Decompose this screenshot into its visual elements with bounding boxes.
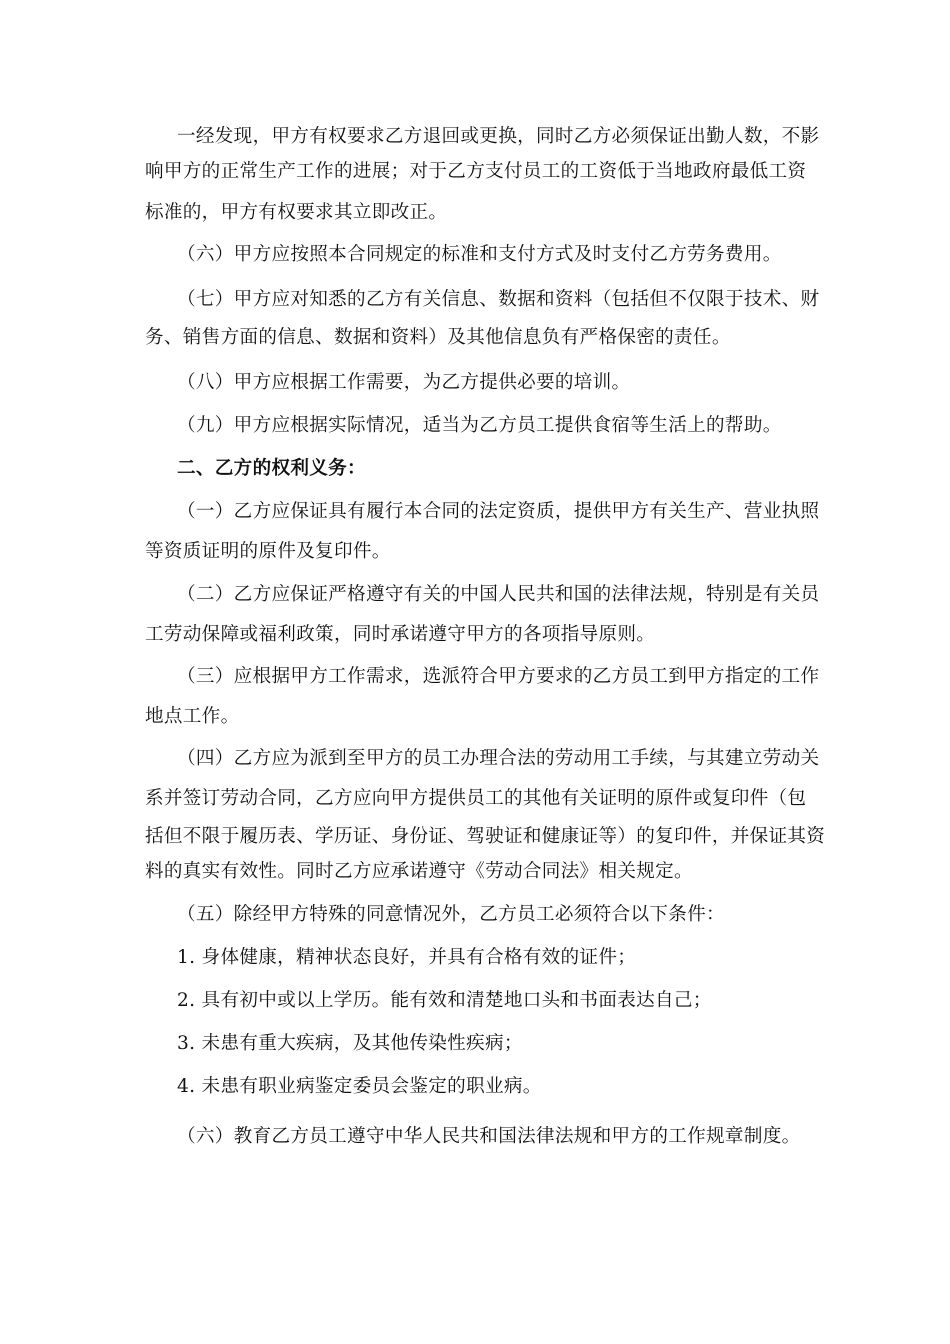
paragraph-line: （二）乙方应保证严格遵守有关的中国人民共和国的法律法规，特别是有关员 bbox=[177, 584, 820, 605]
paragraph-line: （七）甲方应对知悉的乙方有关信息、数据和资料（包括但不仅限于技术、财 bbox=[177, 289, 820, 310]
paragraph-line: 响甲方的正常生产工作的进展；对于乙方支付员工的工资低于当地政府最低工资 bbox=[145, 161, 807, 182]
paragraph-line: 标准的，甲方有权要求其立即改正。 bbox=[145, 202, 448, 223]
paragraph-line: （八）甲方应根据工作需要，为乙方提供必要的培训。 bbox=[177, 372, 631, 393]
paragraph-line: 地点工作。 bbox=[145, 706, 240, 727]
list-item: 4. 未患有职业病鉴定委员会鉴定的职业病。 bbox=[177, 1076, 542, 1097]
paragraph-line: （四）乙方应为派到至甲方的员工办理合法的劳动用工手续，与其建立劳动关 bbox=[177, 748, 820, 769]
paragraph-line: （九）甲方应根据实际情况，适当为乙方员工提供食宿等生活上的帮助。 bbox=[177, 415, 782, 436]
paragraph-line: 料的真实有效性。同时乙方应承诺遵守《劳动合同法》相关规定。 bbox=[145, 861, 693, 882]
list-item: 1. 身体健康，精神状态良好，并具有合格有效的证件； bbox=[177, 947, 637, 968]
paragraph-line: （六）甲方应按照本合同规定的标准和支付方式及时支付乙方劳务费用。 bbox=[177, 244, 782, 265]
paragraph-line: 一经发现，甲方有权要求乙方退回或更换，同时乙方必须保证出勤人数，不影 bbox=[177, 126, 820, 147]
list-item: 2. 具有初中或以上学历。能有效和清楚地口头和书面表达自己； bbox=[177, 990, 712, 1011]
paragraph-line: （五）除经甲方特殊的同意情况外，乙方员工必须符合以下条件： bbox=[177, 904, 725, 925]
paragraph-line: （一）乙方应保证具有履行本合同的法定资质，提供甲方有关生产、营业执照 bbox=[177, 501, 820, 522]
paragraph-line: 系并签订劳动合同，乙方应向甲方提供员工的其他有关证明的原件或复印件（包 bbox=[145, 788, 807, 809]
section-heading: 二、乙方的权利义务： bbox=[177, 458, 366, 479]
list-item: 3. 未患有重大疾病，及其他传染性疾病； bbox=[177, 1033, 523, 1054]
paragraph-line: （六）教育乙方员工遵守中华人民共和国法律法规和甲方的工作规章制度。 bbox=[177, 1126, 801, 1147]
paragraph-line: （三）应根据甲方工作需求，选派符合甲方要求的乙方员工到甲方指定的工作 bbox=[177, 666, 820, 687]
paragraph-line: 括但不限于履历表、学历证、身份证、驾驶证和健康证等）的复印件，并保证其资 bbox=[145, 826, 826, 847]
paragraph-line: 务、销售方面的信息、数据和资料）及其他信息负有严格保密的责任。 bbox=[145, 327, 731, 348]
paragraph-line: 工劳动保障或福利政策，同时承诺遵守甲方的各项指导原则。 bbox=[145, 624, 656, 645]
paragraph-line: 等资质证明的原件及复印件。 bbox=[145, 541, 391, 562]
